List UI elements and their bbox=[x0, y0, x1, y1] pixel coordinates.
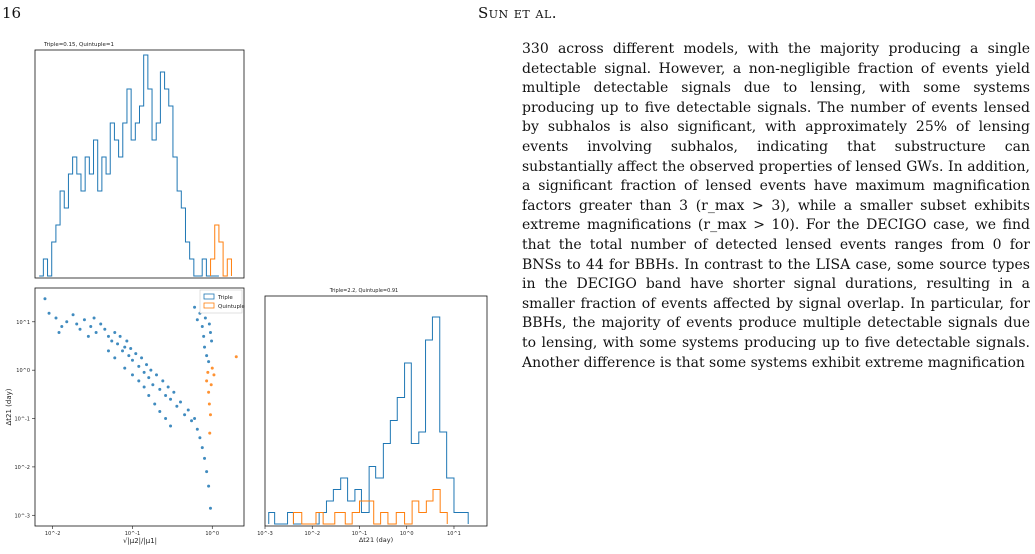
scatter-point-quintuple bbox=[235, 355, 238, 358]
scatter-point-triple bbox=[58, 331, 61, 334]
scatter-point-triple bbox=[60, 325, 63, 328]
scatter-point-triple bbox=[205, 470, 208, 473]
scatter-point-triple bbox=[209, 331, 212, 334]
scatter-point-triple bbox=[155, 373, 158, 376]
scatter-point-triple bbox=[198, 436, 201, 439]
scatter-point-triple bbox=[167, 385, 170, 388]
scatter-point-triple bbox=[207, 485, 210, 488]
scatter-point-triple bbox=[107, 335, 110, 338]
scatter-point-triple bbox=[203, 457, 206, 460]
scatter-x-tick-label: 10^-2 bbox=[44, 531, 61, 537]
right-panel-title: Triple=2.2, Quintuple=0.91 bbox=[329, 288, 399, 294]
scatter-point-triple bbox=[134, 352, 137, 355]
scatter-point-triple bbox=[147, 394, 150, 397]
scatter-point-triple bbox=[153, 402, 156, 405]
scatter-y-ticks bbox=[14, 320, 35, 519]
scatter-point-quintuple bbox=[212, 373, 215, 376]
scatter-point-triple bbox=[119, 335, 122, 338]
scatter-point-triple bbox=[179, 400, 182, 403]
scatter-point-triple bbox=[205, 354, 208, 357]
right-histogram-quintuple-series bbox=[293, 490, 447, 525]
scatter-point-quintuple bbox=[207, 391, 210, 394]
scatter-point-triple bbox=[210, 340, 213, 343]
legend-quintuple-label: Quintuple bbox=[218, 304, 245, 310]
scatter-point-triple bbox=[172, 391, 175, 394]
scatter-point-triple bbox=[107, 349, 110, 352]
scatter-point-triple bbox=[75, 323, 78, 326]
scatter-point-triple bbox=[113, 356, 116, 359]
scatter-point-quintuple bbox=[208, 432, 211, 435]
scatter-point-triple bbox=[187, 409, 190, 412]
scatter-x-tick-label: 10^0 bbox=[205, 531, 220, 537]
figure bbox=[0, 0, 515, 554]
scatter-panel-frame bbox=[35, 288, 244, 526]
scatter-y-label: Δt21 (day) bbox=[5, 388, 13, 426]
scatter-point-triple bbox=[158, 388, 161, 391]
scatter-point-triple bbox=[201, 446, 204, 449]
top-histogram-quintuple-series bbox=[211, 225, 232, 276]
scatter-point-quintuple bbox=[210, 383, 213, 386]
right-x-label: Δt21 (day) bbox=[358, 536, 394, 544]
scatter-points bbox=[43, 297, 237, 509]
scatter-point-triple bbox=[125, 340, 128, 343]
scatter-point-triple bbox=[164, 417, 167, 420]
scatter-point-triple bbox=[48, 312, 51, 315]
scatter-point-quintuple bbox=[211, 367, 214, 370]
scatter-point-triple bbox=[131, 373, 134, 376]
scatter-point-triple bbox=[99, 323, 102, 326]
scatter-point-triple bbox=[137, 379, 140, 382]
scatter-point-triple bbox=[169, 425, 172, 428]
scatter-point-triple bbox=[123, 367, 126, 370]
scatter-point-triple bbox=[147, 376, 150, 379]
right-histogram bbox=[269, 317, 468, 524]
scatter-point-triple bbox=[43, 297, 46, 300]
scatter-point-triple bbox=[207, 360, 210, 363]
legend-triple-label: Triple bbox=[218, 295, 233, 301]
right-x-tick-label: 10^-2 bbox=[304, 531, 321, 537]
scatter-point-triple bbox=[113, 331, 116, 334]
scatter-point-triple bbox=[55, 316, 58, 319]
scatter-point-quintuple bbox=[208, 402, 211, 405]
scatter-point-triple bbox=[110, 340, 113, 343]
scatter-point-triple bbox=[158, 410, 161, 413]
scatter-point-triple bbox=[193, 306, 196, 309]
scatter-y-tick-label: 10^-2 bbox=[14, 464, 30, 471]
scatter-point-triple bbox=[65, 320, 68, 323]
top-panel-frame bbox=[35, 50, 244, 278]
scatter-point-triple bbox=[193, 417, 196, 420]
scatter-point-triple bbox=[127, 354, 130, 357]
scatter-point-triple bbox=[190, 419, 193, 422]
scatter-y-tick-label: 10^-3 bbox=[14, 513, 30, 520]
scatter-point-triple bbox=[149, 369, 152, 372]
scatter-point-triple bbox=[103, 328, 106, 331]
legend bbox=[200, 290, 245, 313]
scatter-point-triple bbox=[79, 328, 82, 331]
scatter-point-triple bbox=[137, 365, 140, 368]
scatter-point-triple bbox=[175, 405, 178, 408]
right-x-tick-label: 10^0 bbox=[399, 531, 414, 537]
scatter-point-triple bbox=[87, 335, 90, 338]
scatter-y-tick-label: 10^-1 bbox=[14, 416, 30, 423]
scatter-point-triple bbox=[145, 363, 148, 366]
scatter-point-triple bbox=[140, 356, 143, 359]
body-paragraph: 330 across different models, with the majority producing a single detectable signal. However, a non-negligible fraction of events yield multiple detectable signals due to lensing, with some systems producing up to five detectable signals. The number of events lensed by subhalos is also significant, with approximately 25% of lensing events involving subhalos, indicating that substructure can substantially affect the observed properties of lensed GWs. In addition, a significant fraction of lensed events have maximum magnification factors greater than 3 (r_max > 3), while a smaller subset exhibits extreme magnifications (r_max > 10). For the DECIGO case, we find that the total number of detected lensed events ranges from 0 for BNSs to 44 for BBHs. In contrast to the LISA case, some source types in the DECIGO band have shorter signal durations, resulting in a smaller fraction of events affected by signal overlap. In particular, for BBHs, the majority of events produce multiple detectable signals due to lensing, with some systems producing up to five detectable signals. Another difference is that some systems exhibit extreme magnification bbox=[522, 41, 1030, 371]
scatter-point-triple bbox=[201, 325, 204, 328]
scatter-point-triple bbox=[121, 349, 124, 352]
scatter-point-triple bbox=[169, 398, 172, 401]
right-x-tick-label: 10^-1 bbox=[351, 531, 368, 537]
scatter-point-triple bbox=[131, 359, 134, 362]
page-number: 16 bbox=[2, 4, 22, 22]
scatter-point-triple bbox=[208, 323, 211, 326]
scatter-x-tick-label: 10^-1 bbox=[124, 531, 141, 537]
scatter-point-triple bbox=[203, 346, 206, 349]
top-panel-title: Triple=0.15, Quintuple=1 bbox=[43, 42, 115, 48]
right-x-tick-label: 10^-3 bbox=[257, 531, 273, 537]
scatter-point-triple bbox=[151, 383, 154, 386]
scatter-point-triple bbox=[95, 331, 98, 334]
top-histogram-triple-series bbox=[39, 55, 219, 276]
scatter-point-triple bbox=[183, 413, 186, 416]
scatter-point-triple bbox=[123, 346, 126, 349]
scatter-point-triple bbox=[116, 342, 119, 345]
scatter-x-ticks bbox=[45, 526, 219, 537]
scatter-point-triple bbox=[93, 316, 96, 319]
scatter-point-triple bbox=[89, 325, 92, 328]
scatter-point-triple bbox=[161, 379, 164, 382]
scatter-point-triple bbox=[143, 371, 146, 374]
scatter-point-quintuple bbox=[209, 413, 212, 416]
scatter-point-triple bbox=[72, 313, 75, 316]
scatter-point-quintuple bbox=[206, 371, 209, 374]
scatter-point-triple bbox=[202, 335, 205, 338]
scatter-point-triple bbox=[196, 428, 199, 431]
right-x-tick-label: 10^1 bbox=[447, 531, 461, 537]
scatter-point-triple bbox=[164, 394, 167, 397]
scatter-point-triple bbox=[143, 385, 146, 388]
scatter-point-triple bbox=[83, 318, 86, 321]
scatter-point-triple bbox=[129, 347, 132, 350]
scatter-point-triple bbox=[196, 318, 199, 321]
scatter-x-label: √|μ2|/|μ1| bbox=[122, 537, 158, 545]
scatter-point-quintuple bbox=[205, 379, 208, 382]
scatter-y-tick-label: 10^0 bbox=[16, 368, 30, 375]
scatter-point-triple bbox=[204, 316, 207, 319]
right-histogram-triple-series bbox=[269, 317, 468, 524]
scatter-point-triple bbox=[209, 507, 212, 510]
top-histogram bbox=[39, 55, 231, 276]
running-head: Sun et al. bbox=[477, 4, 558, 22]
scatter-y-tick-label: 10^1 bbox=[16, 319, 30, 326]
